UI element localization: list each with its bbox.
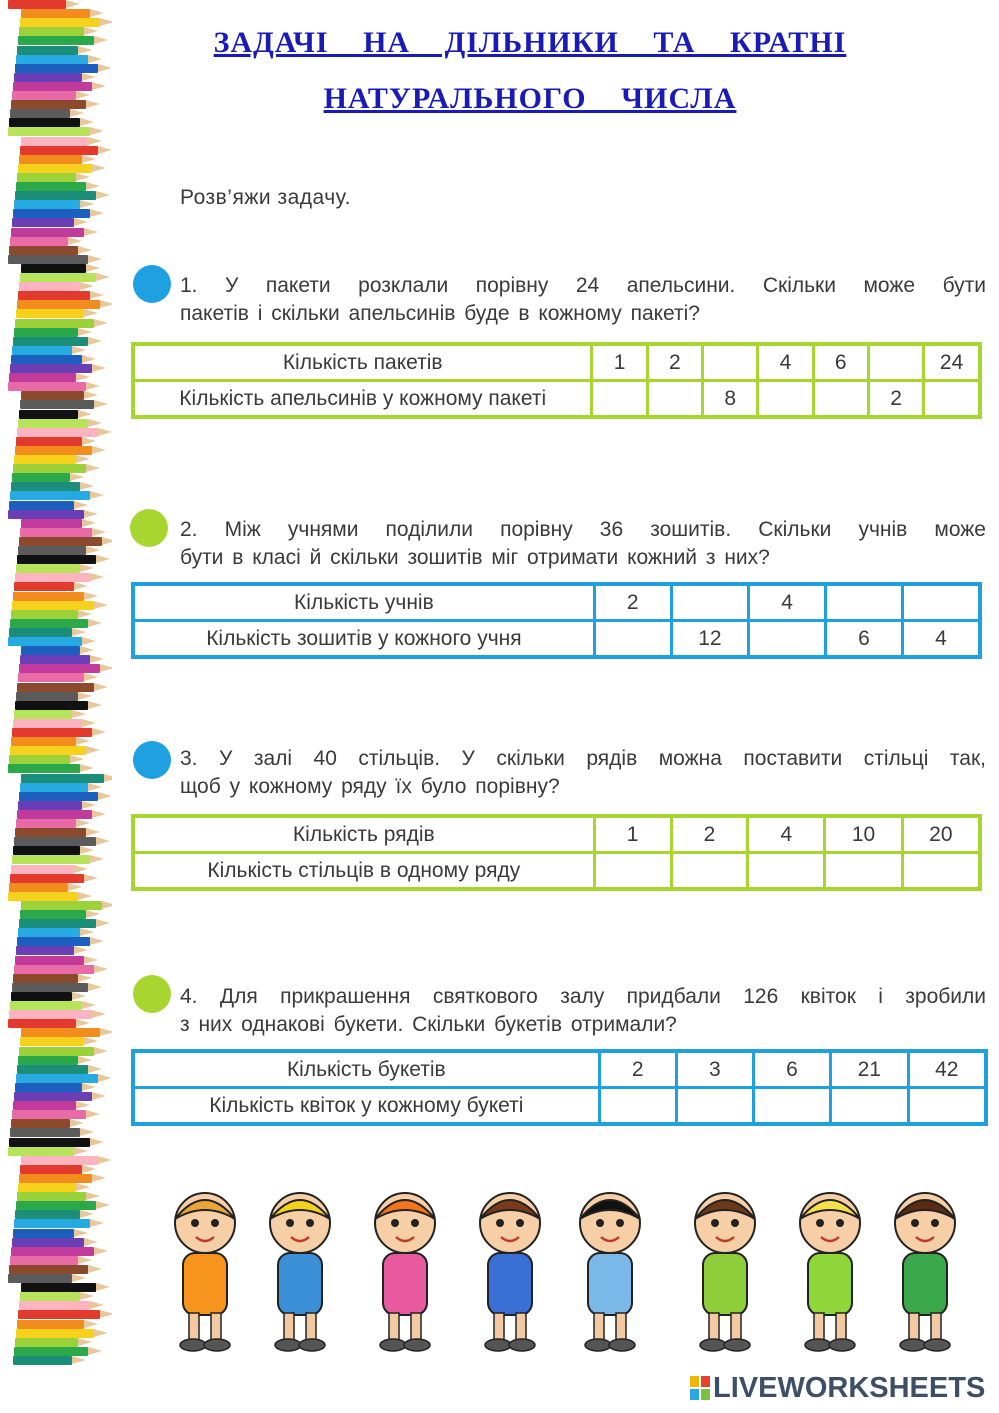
pencil-icon: [12, 728, 92, 737]
pencil-icon: [9, 118, 80, 127]
pencil-icon: [8, 510, 84, 519]
pencil-icon: [8, 0, 66, 9]
pencil-icon: [17, 1065, 88, 1074]
liveworksheets-logo: [690, 1372, 985, 1405]
child-figure-icon: [695, 1193, 755, 1351]
pencil-icon: [17, 683, 94, 692]
pencil-icon: [13, 337, 88, 346]
pencil-icon: [19, 919, 96, 928]
pencil-icon: [21, 646, 80, 655]
pencil-icon: [14, 455, 76, 464]
pencil-icon: [9, 1138, 90, 1147]
pencil-icon: [18, 419, 88, 428]
pencil-icon: [14, 1347, 88, 1356]
pencil-icon: [13, 1101, 76, 1110]
task-4-table: [131, 1049, 988, 1126]
pencil-icon: [19, 410, 78, 419]
pencil-icon: [21, 1283, 96, 1292]
pencil-icon: [16, 1074, 98, 1083]
answer-cell[interactable]: [592, 381, 647, 418]
task-4-text: [180, 983, 986, 1039]
pencil-icon: [19, 792, 98, 801]
pencil-icon: [8, 892, 78, 901]
pencil-icon: [19, 1174, 92, 1183]
task-1-table: [131, 342, 982, 419]
task-1-table-row: [133, 381, 980, 418]
task-3-table-row: [133, 816, 980, 853]
child-figure-icon: [480, 1193, 540, 1351]
pencil-icon: [12, 218, 74, 227]
child-figure-icon: [375, 1193, 435, 1351]
pencil-icon: [9, 246, 78, 255]
pencil-icon: [9, 1265, 88, 1274]
pencil-icon: [21, 1156, 98, 1165]
pencil-icon: [16, 1201, 96, 1210]
pencil-icon: [15, 701, 88, 710]
task-3-row-1-label: Кількість рядів: [133, 816, 594, 853]
pencil-icon: [11, 610, 78, 619]
pencil-icon: [21, 9, 90, 18]
pencil-icon: [9, 628, 72, 637]
pencil-icon: [20, 1037, 84, 1046]
answer-cell[interactable]: [594, 621, 671, 658]
pencil-icon: [18, 801, 82, 810]
pencil-icon: [12, 1110, 86, 1119]
liveworksheets-logo-text: LIVEWORKSHEETS: [713, 1372, 986, 1404]
pencil-icon: [9, 1010, 92, 1019]
pencil-icon: [9, 373, 76, 382]
pencil-icon: [17, 937, 90, 946]
pencil-icon: [15, 573, 90, 582]
page-title-line-1: ЗАДАЧІ НА ДІЛЬНИКИ ТА КРАТНІ: [213, 26, 847, 59]
pencil-icon: [18, 673, 84, 682]
answer-cell[interactable]: [924, 381, 980, 418]
answer-cell[interactable]: [599, 1088, 676, 1125]
pencil-icon: [13, 974, 78, 983]
pencil-icon: [16, 437, 82, 446]
child-figure-icon: [895, 1193, 955, 1351]
pencil-icon: [12, 1238, 84, 1247]
pencil-icon: [19, 27, 84, 36]
task-4-row-1-label: Кількість букетів: [133, 1051, 599, 1088]
pencil-icon: [16, 564, 80, 573]
pencil-icon: [18, 164, 92, 173]
value-cell: 6: [826, 621, 903, 658]
value-cell: 1: [592, 344, 647, 381]
value-cell: 24: [924, 344, 980, 381]
pencil-icon: [15, 191, 96, 200]
task-2-text: [180, 516, 986, 572]
task-3-table-row: [133, 853, 980, 890]
pencil-icon: [8, 1274, 72, 1283]
pencil-icon: [20, 528, 92, 537]
pencil-icon: [19, 155, 82, 164]
pencil-icon: [11, 1247, 94, 1256]
liveworksheets-logo-icon: [690, 1376, 710, 1400]
task-2-table: [131, 582, 982, 659]
pencil-icon: [15, 1338, 78, 1347]
pencil-icon: [12, 855, 90, 864]
task-4-line-1: 4. Для прикрашення святкового залу придбали 126 квіток і зробили: [180, 985, 986, 1008]
value-cell: 4: [748, 816, 825, 853]
pencil-icon: [8, 637, 82, 646]
task-1-text: [180, 272, 986, 328]
pencil-icon: [21, 264, 86, 273]
page-title-line-2: НАТУРАЛЬНОГО ЧИСЛА: [323, 82, 737, 115]
pencil-icon: [14, 582, 74, 591]
pencil-icon: [15, 1210, 80, 1219]
pencil-icon: [16, 182, 86, 191]
pencil-icon: [13, 82, 92, 91]
pencil-icon: [18, 36, 94, 45]
task-1-line-2: пакетів і скільки апельсинів буде в кожному пакеті?: [180, 302, 700, 325]
task-3-bullet-icon: [133, 741, 171, 779]
pencil-icon: [14, 73, 82, 82]
pencil-icon: [9, 883, 68, 892]
value-cell: 2: [647, 344, 702, 381]
pencil-icon: [16, 309, 84, 318]
pencil-icon: [13, 846, 80, 855]
child-figure-icon: [175, 1193, 235, 1351]
answer-cell[interactable]: [748, 853, 825, 890]
pencil-icon: [17, 300, 100, 309]
answer-cell[interactable]: [826, 584, 903, 621]
answer-cell[interactable]: [671, 853, 748, 890]
pencil-icon: [15, 956, 84, 965]
value-cell: 4: [749, 584, 826, 621]
pencil-icon: [12, 983, 88, 992]
task-2-bullet-icon: [130, 509, 168, 547]
value-cell: 4: [758, 344, 813, 381]
pencil-icon: [10, 1128, 80, 1137]
pencil-icon: [10, 874, 84, 883]
task-2-row-1-label: Кількість учнів: [133, 584, 594, 621]
pencil-icon: [8, 255, 88, 264]
pencil-icon: [14, 1219, 90, 1228]
value-cell: 2: [868, 381, 923, 418]
pencil-icon: [21, 391, 84, 400]
child-figure-icon: [580, 1193, 640, 1351]
cartoon-children-illustration-icon: [165, 1175, 985, 1355]
value-cell: 20: [902, 816, 980, 853]
task-3-line-1: 3. У залі 40 стільців. У скільки рядів можна поставити стільці так,: [180, 747, 986, 770]
value-cell: 1: [594, 816, 671, 853]
pencil-icon: [21, 774, 104, 783]
pencil-icon: [13, 719, 82, 728]
pencil-icon: [17, 1192, 86, 1201]
task-4-line-2: з них однакові букети. Скільки букетів отримали?: [180, 1013, 677, 1036]
pencil-icon: [13, 1229, 74, 1238]
task-2-table-row: [133, 584, 980, 621]
pencil-icon: [16, 819, 76, 828]
pencil-icon: [18, 928, 80, 937]
instruction-text: Розв’яжи задачу.: [180, 186, 351, 209]
pencil-icon: [17, 46, 78, 55]
pencil-icon: [11, 992, 72, 1001]
value-cell: 2: [594, 584, 671, 621]
task-2-line-1: 2. Між учнями поділили порівну 36 зошитів. Скільки учнів може: [180, 518, 986, 541]
pencil-icon: [10, 109, 70, 118]
answer-cell[interactable]: [908, 1088, 986, 1125]
task-3-table: [131, 814, 982, 891]
pencil-icon: [15, 446, 92, 455]
value-cell: 10: [825, 816, 902, 853]
pencil-icon: [10, 237, 68, 246]
pencil-icon: [8, 382, 86, 391]
pencil-icon: [15, 64, 98, 73]
pencil-icon: [18, 1183, 76, 1192]
answer-cell[interactable]: [868, 344, 923, 381]
pencil-icon: [16, 692, 78, 701]
pencil-icon: [11, 482, 80, 491]
pencil-icon: [21, 901, 102, 910]
pencil-icon: [10, 746, 86, 755]
pencil-icon: [14, 710, 72, 719]
pencil-icon: [19, 282, 80, 291]
pencil-icon: [13, 464, 86, 473]
task-3-row-2-label: Кількість стільців в одному ряду: [133, 853, 594, 890]
task-3-line-2: щоб у кожному ряду їх було порівну?: [180, 775, 560, 798]
pencil-icon: [15, 1083, 82, 1092]
pencil-icon: [10, 364, 92, 373]
answer-cell[interactable]: [902, 853, 980, 890]
task-2-line-2: бути в класі й скільки зошитів міг отримати кожний з них?: [180, 546, 770, 569]
answer-cell[interactable]: [647, 381, 702, 418]
answer-cell[interactable]: [703, 344, 758, 381]
pencil-icon: [17, 1320, 84, 1329]
pencil-icon: [21, 1028, 100, 1037]
pencil-icon: [17, 555, 96, 564]
pencil-icon: [10, 619, 88, 628]
pencil-icon: [13, 209, 90, 218]
pencil-icon: [10, 1256, 78, 1265]
pencil-icon: [18, 546, 86, 555]
pencil-icon: [13, 1356, 72, 1365]
pencil-icon: [8, 1147, 74, 1156]
pencil-icon: [18, 1310, 100, 1319]
pencil-icon: [11, 737, 76, 746]
value-cell: 42: [908, 1051, 986, 1088]
pencil-icon: [17, 810, 92, 819]
value-cell: 8: [703, 381, 758, 418]
answer-cell[interactable]: [825, 853, 902, 890]
task-1-line-1: 1. У пакети розклали порівну 24 апельсини. Скільки може бути: [180, 274, 986, 297]
value-cell: 2: [599, 1051, 676, 1088]
pencil-icon: [17, 428, 98, 437]
pencil-icon: [14, 837, 96, 846]
pencil-icon: [12, 473, 70, 482]
pencil-icon: [12, 346, 72, 355]
task-1-row-1-label: Кількість пакетів: [133, 344, 592, 381]
pencil-icon: [8, 127, 90, 136]
pencil-icon: [18, 1056, 78, 1065]
pencil-icon: [11, 865, 74, 874]
answer-cell[interactable]: [902, 584, 980, 621]
pencil-icon: [10, 1001, 82, 1010]
task-2-row-2-label: Кількість зошитів у кожного учня: [133, 621, 594, 658]
value-cell: 12: [671, 621, 748, 658]
task-1-table-row: [133, 344, 980, 381]
pencil-icon: [19, 1301, 90, 1310]
pencil-icon: [20, 400, 94, 409]
task-1-bullet-icon: [133, 265, 171, 303]
pencil-icon: [14, 328, 78, 337]
answer-cell[interactable]: [831, 1088, 908, 1125]
task-2-table-row: [133, 621, 980, 658]
child-figure-icon: [800, 1193, 860, 1351]
answer-cell[interactable]: [753, 1088, 830, 1125]
pencil-icon: [20, 18, 100, 27]
pencil-icon: [20, 1165, 82, 1174]
answer-cell[interactable]: [813, 381, 868, 418]
pencil-icon: [20, 783, 88, 792]
pencil-icon: [21, 137, 88, 146]
task-4-bullet-icon: [133, 975, 171, 1013]
pencil-icon: [20, 910, 86, 919]
pencil-icon: [14, 965, 94, 974]
pencil-icon: [15, 828, 86, 837]
pencil-icon: [20, 655, 90, 664]
pencil-icon: [12, 91, 76, 100]
pencil-icon: [21, 519, 82, 528]
pencil-icon: [10, 491, 90, 500]
value-cell: 6: [753, 1051, 830, 1088]
pencil-icon: [19, 664, 100, 673]
pencil-icon: [14, 1092, 92, 1101]
pencil-icon: [11, 1119, 70, 1128]
pencil-icon: [8, 764, 80, 773]
pencil-icon: [16, 55, 88, 64]
task-4-table-row: [133, 1088, 986, 1125]
pencil-icon: [12, 601, 94, 610]
answer-cell[interactable]: [758, 381, 813, 418]
pencil-icon: [9, 755, 70, 764]
child-figure-icon: [270, 1193, 330, 1351]
answer-cell[interactable]: [594, 853, 671, 890]
pencil-icon: [11, 100, 86, 109]
value-cell: 3: [676, 1051, 753, 1088]
pencil-icon: [13, 592, 84, 601]
pencil-icon: [9, 501, 74, 510]
pencil-icon: [11, 355, 82, 364]
task-4-row-2-label: Кількість квіток у кожному букеті: [133, 1088, 599, 1125]
pencil-icon: [19, 1047, 94, 1056]
value-cell: 4: [902, 621, 980, 658]
pencil-icon: [14, 200, 80, 209]
pencil-icon: [20, 146, 98, 155]
pencil-icon: [11, 228, 84, 237]
task-3-text: [180, 745, 986, 801]
answer-cell[interactable]: [749, 621, 826, 658]
pencil-icon: [17, 173, 76, 182]
colored-pencils-border-icon: [0, 0, 112, 1365]
pencil-icon: [8, 1019, 76, 1028]
pencil-icon: [19, 537, 102, 546]
pencil-icon: [15, 319, 94, 328]
answer-cell[interactable]: [671, 584, 748, 621]
value-cell: 2: [671, 816, 748, 853]
pencil-icon: [18, 291, 90, 300]
value-cell: 21: [831, 1051, 908, 1088]
pencil-icon: [20, 273, 96, 282]
pencil-icon: [16, 946, 74, 955]
task-1-row-2-label: Кількість апельсинів у кожному пакеті: [133, 381, 592, 418]
pencil-icon: [16, 1329, 94, 1338]
pencil-icon: [20, 1292, 80, 1301]
value-cell: 6: [813, 344, 868, 381]
answer-cell[interactable]: [676, 1088, 753, 1125]
task-4-table-row: [133, 1051, 986, 1088]
